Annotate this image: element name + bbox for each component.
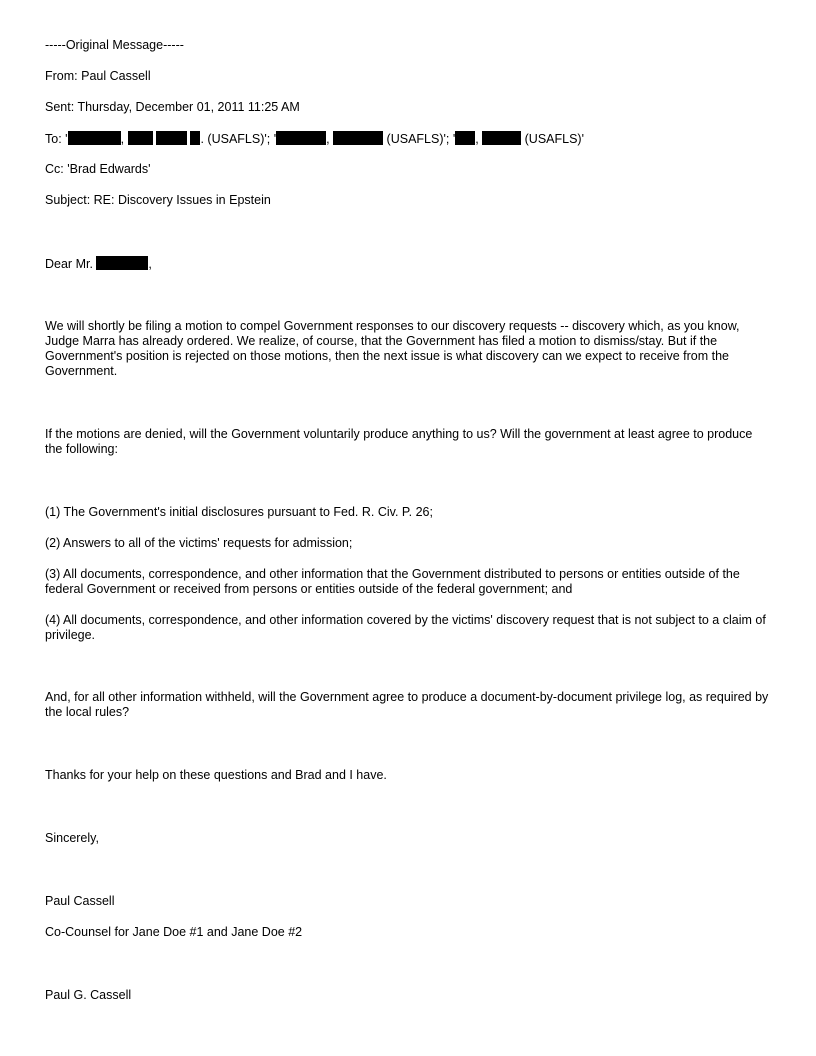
redaction-box — [276, 131, 326, 145]
paragraph-motion-to-compel: We will shortly be filing a motion to compel Government responses to our discovery requests -- discovery which, as you know, Judge Marra has already ordered. We realize, of course, that the Government has filed a motion to dismiss/stay. But if the Government's position is rejected on those motions, then the next issue is what discovery can we expect to receive from the Government. — [45, 319, 740, 378]
redaction-box — [482, 131, 521, 145]
from-line — [45, 69, 151, 84]
redaction-box — [455, 131, 475, 145]
cc-line — [45, 162, 151, 177]
redaction-box — [128, 131, 153, 145]
to-text-5: (USAFLS)'; ' — [383, 132, 456, 146]
to-text-4: , — [326, 132, 334, 146]
redaction-box — [96, 256, 148, 270]
to-text-6: , — [475, 132, 483, 146]
to-label: To: — [45, 132, 62, 146]
list-item: (3) All documents, correspondence, and other information that the Government distributed to persons or entities outside of the federal Government or received from persons or entities outside of the federal government; and — [45, 567, 740, 596]
paragraph-privilege-log: And, for all other information withheld, will the Government agree to produce a document-by-document privilege log, as required by the local rules? — [45, 690, 769, 719]
to-text-0: ' — [65, 132, 68, 146]
subject-label: Subject: — [45, 193, 91, 207]
paragraph-motions-denied: If the motions are denied, will the Government voluntarily produce anything to us? Will the government at least agree to produce the following: — [45, 427, 753, 456]
paragraph-thanks: Thanks for your help on these questions and Brad and I have. — [45, 768, 387, 782]
salutation-prefix: Dear Mr. — [45, 257, 93, 271]
to-text-3: . (USAFLS)'; ' — [200, 132, 277, 146]
redaction-box — [190, 131, 200, 145]
from-value: Paul Cassell — [81, 69, 151, 83]
signature-full-name: Paul G. Cassell — [45, 988, 132, 1002]
to-line — [45, 131, 584, 147]
salutation-suffix: , — [148, 257, 152, 271]
sent-line — [45, 100, 300, 115]
to-text-7: (USAFLS)' — [521, 132, 584, 146]
salutation — [45, 256, 152, 272]
redaction-box — [68, 131, 121, 145]
sent-value: Thursday, December 01, 2011 11:25 AM — [77, 100, 300, 114]
cc-value: 'Brad Edwards' — [67, 162, 151, 176]
redaction-box — [333, 131, 383, 145]
list-item: (4) All documents, correspondence, and other information covered by the victims' discovery request that is not subject to a claim of privilege. — [45, 613, 766, 642]
redaction-box — [156, 131, 187, 145]
cc-label: Cc: — [45, 162, 64, 176]
signature-title: Co-Counsel for Jane Doe #1 and Jane Doe #2 — [45, 925, 303, 939]
original-message-separator: -----Original Message----- — [45, 38, 184, 52]
sent-label: Sent: — [45, 100, 75, 114]
list-item: (1) The Government's initial disclosures pursuant to Fed. R. Civ. P. 26; — [45, 505, 433, 519]
from-label: From: — [45, 69, 78, 83]
closing: Sincerely, — [45, 831, 99, 845]
list-item: (2) Answers to all of the victims' requests for admission; — [45, 536, 353, 550]
signature-name: Paul Cassell — [45, 894, 115, 908]
subject-line — [45, 193, 271, 208]
subject-value: RE: Discovery Issues in Epstein — [93, 193, 271, 207]
to-text-1: , — [120, 132, 128, 146]
